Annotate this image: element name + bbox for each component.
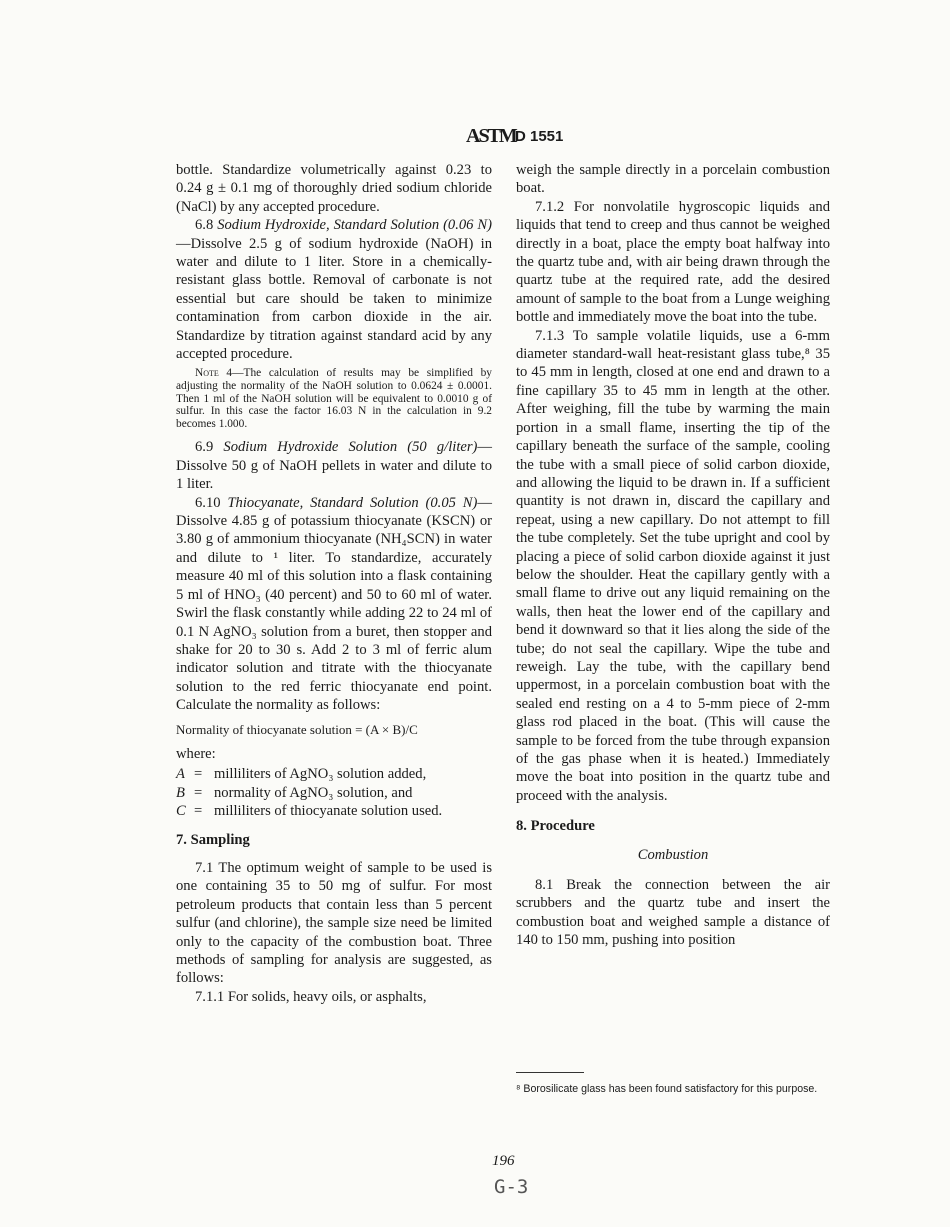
heading-sampling: 7. Sampling xyxy=(176,831,250,848)
heading-procedure: 8. Procedure xyxy=(516,818,595,835)
section-7-1-1: 7.1.1 For solids, heavy oils, or asphalts, xyxy=(195,988,427,1005)
definition-b: B = normality of AgNO₃ solution, and xyxy=(176,784,413,801)
section-7-1-3: 7.1.3 To sample volatile liquids, use a 6-mm diameter standard-wall heat-resistant glass tube,⁸ 35 to 45 mm in length, closed at one end and drawn to a fine capillary 35 to 45 mm in length at the other. After weighing, fill the tube by warming the main portion in a small flame, inserting the tip of the capillary beneath the surface of the sample, cooling the tube with a small piece of solid carbon dioxide, and allowing the liquid to be drawn in. If a sufficient quantity is not drawn in, discard the capillary and repeat, using a new capillary. Do not attempt to fill the tube completely. Set the tube upright and cool by placing a piece of solid carbon dioxide against it just below the shoulder. Heat the capillary gently with a small flame to drive out any liquid remaining on the walls, then heat the lower end of the capillary and bend it downward so that it lies along the side of the tube; do not seal the capillary. Wipe the tube and reweigh. Lay the tube, with the capillary bend uppermost, in a porcelain combustion boat with the sealed end resting on a 4 to 5-mm piece of 2-mm glass rod placed in the boat. (This will cause the sample to be forced from the tube through expansion of the gas phase when it is heated.) Immediately move the boat into position in the quartz tube and proceed with the analysis. xyxy=(516,327,830,804)
document-number: D 1551 xyxy=(515,128,564,145)
variable-definitions xyxy=(176,765,492,820)
definition-c: C = milliliters of thiocyanate solution used. xyxy=(176,803,443,820)
section-6-10-title: Thiocyanate, Standard Solution (0.05 N) xyxy=(227,494,478,511)
section-6-9: 6.9 Sodium Hydroxide Solution (50 g/liter)—Dissolve 50 g of NaOH pellets in water and dilute to 1 liter. xyxy=(176,439,492,493)
page-number: 196 xyxy=(492,1153,515,1169)
page-header xyxy=(0,125,950,155)
note-4: Note 4—The calculation of results may be simplified by adjusting the normality of the NaOH solution to 0.0624 ± 0.0001. Then 1 ml of the NaOH solution will be equivalent to 0.0010 g of sulfur. In this case the factor 16.03 N in the calculation in 9.2 becomes 1.000. xyxy=(176,367,492,430)
paragraph-bottle: bottle. Standardize volumetrically against 0.23 to 0.24 g ± 0.1 mg of thoroughly dried sodium chloride (NaCl) by any accepted procedure. xyxy=(176,162,492,215)
where-label: where: xyxy=(176,745,216,762)
footnote-rule xyxy=(516,1072,584,1073)
footnote-8: ⁸ Borosilicate glass has been found satisfactory for this purpose. xyxy=(516,1083,818,1095)
section-7-1: 7.1 The optimum weight of sample to be used is one containing 35 to 50 mg of sulfur. For most petroleum products that contain less than 5 percent sulfur (and chlorine), the sample size need be limited only to the capacity of the combustion boat. Three methods of sampling for analysis are suggested, as follows: xyxy=(176,859,492,987)
note-label: Note 4 xyxy=(195,367,233,380)
left-column xyxy=(176,161,492,1006)
definition-a: A = milliliters of AgNO₃ solution added, xyxy=(176,766,427,783)
normality-formula: Normality of thiocyanate solution = (A × B)/C xyxy=(176,721,418,737)
handwritten-mark: G-3 xyxy=(494,1176,529,1198)
paragraph-weigh: weigh the sample directly in a porcelain combustion boat. xyxy=(516,162,830,197)
section-6-9-title: Sodium Hydroxide Solution (50 g/liter) xyxy=(223,439,478,456)
section-7-1-2: 7.1.2 For nonvolatile hygroscopic liquids and liquids that tend to creep and thus cannot be weighed directly in a boat, place the empty boat halfway into the quartz tube and, with air being drawn through the quartz tube at the required rate, add the desired amount of sample to the boat from a Lunge weighing bottle and immediately move the boat into the tube. xyxy=(516,198,830,326)
astm-logo: ASTM xyxy=(466,125,516,147)
section-6-8-title: Sodium Hydroxide, Standard Solution (0.06 N) xyxy=(217,217,493,234)
section-6-8: 6.8 Sodium Hydroxide, Standard Solution (0.06 N)—Dissolve 2.5 g of sodium hydroxide (NaOH) in water and dilute to 1 liter. Store in a chemically-resistant glass bottle. Removal of carbonate is not essential but care should be taken to minimize contamination from carbon dioxide in the air. Standardize by titration against standard acid by any accepted procedure. xyxy=(176,217,493,363)
subheading-combustion: Combustion xyxy=(637,846,709,863)
section-6-10: 6.10 Thiocyanate, Standard Solution (0.05 N)—Dissolve 4.85 g of potassium thiocyanate (KSCN) or 3.80 g of ammonium thiocyanate (NH₄SCN) in water and dilute to ¹ liter. To standardize, accurately measure 40 ml of this solution into a flask containing 5 ml of HNO₃ (40 percent) and 50 to 60 ml of water. Swirl the flask constantly while adding 22 to 24 ml of 0.1 N AgNO₃ solution from a buret, then stopper and shake for 20 to 30 s. Add 2 to 3 ml of ferric alum indicator solution and titrate with the thiocyanate solution to the red ferric thiocyanate end point. Calculate the normality as follows: xyxy=(176,494,492,714)
right-column xyxy=(516,161,830,950)
section-8-1: 8.1 Break the connection between the air scrubbers and the quartz tube and insert the combustion boat and weighed sample a distance of 140 to 150 mm, pushing into position xyxy=(516,877,830,949)
